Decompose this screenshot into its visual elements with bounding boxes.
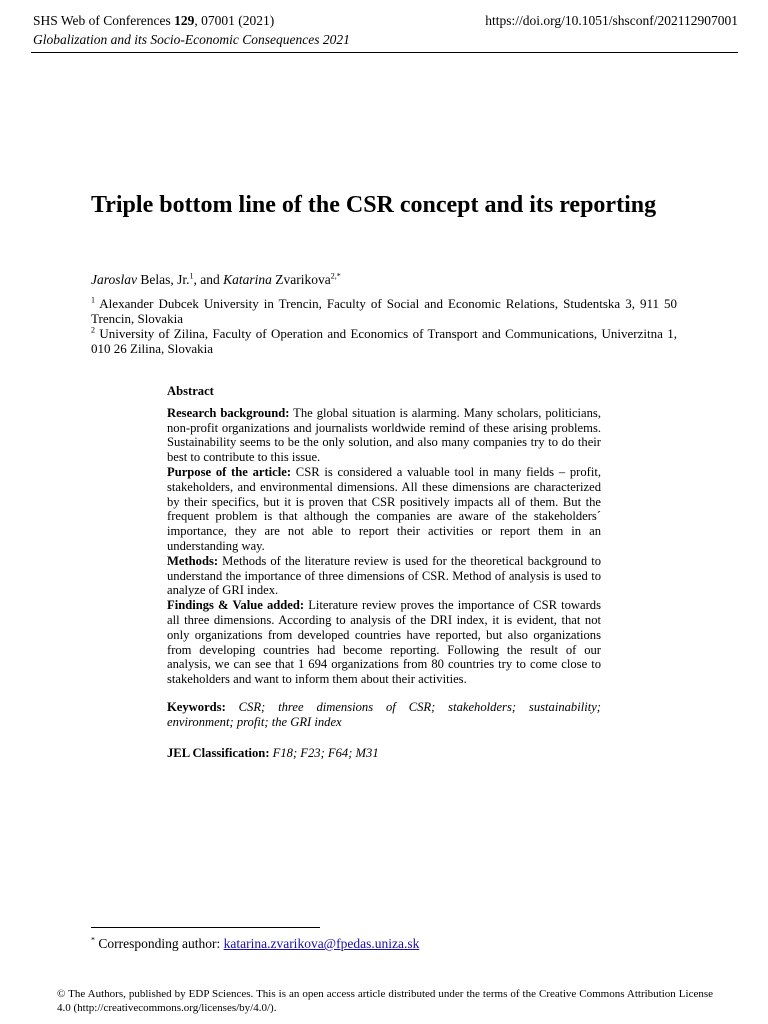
author-2-first-name: Katarina <box>223 272 272 287</box>
author-1-affil-mark: 1 <box>189 271 194 281</box>
abstract-section-label: Methods: <box>167 553 219 568</box>
jel-label: JEL Classification: <box>167 745 270 760</box>
footnote-mark: * <box>91 935 95 945</box>
license-notice: © The Authors, published by EDP Sciences. This is an open access article distributed under the terms of the Creative Commons Attribution License 4.0 (http://creativecommons.org/licenses/by/4.0/). <box>57 988 713 1014</box>
footnote-label: Corresponding author: <box>95 936 224 951</box>
abstract-section-label: Purpose of the article: <box>167 464 292 479</box>
author-email-link[interactable]: katarina.zvarikova@fpedas.uniza.sk <box>223 936 420 951</box>
affiliations <box>91 296 677 356</box>
abstract-section-text: Methods of the literature review is used for the theoretical background to understand the importance of three dimensions of CSR. Method of analysis is used to analyze of GRI index. <box>167 553 601 598</box>
author-separator: , and <box>193 272 224 287</box>
journal-name: SHS Web of Conferences <box>33 13 171 28</box>
conference-name: Globalization and its Socio-Economic Consequences 2021 <box>33 32 350 47</box>
affiliation <box>91 296 677 326</box>
keywords-label: Keywords: <box>167 699 226 714</box>
abstract-section <box>167 406 601 465</box>
abstract-heading: Abstract <box>167 384 214 398</box>
author-2-last-name: Zvarikova <box>271 272 331 287</box>
footnote-divider <box>91 927 320 928</box>
keywords-text: CSR; three dimensions of CSR; stakeholders; sustainability; environment; profit; the GRI index <box>167 699 601 729</box>
jel-classification <box>167 746 601 761</box>
affiliation-text: Alexander Dubcek University in Trencin, Faculty of Social and Economic Relations, Studentska 3, 911 50 Trencin, Slovakia <box>91 296 677 326</box>
keywords <box>167 700 601 730</box>
abstract-section-text: The global situation is alarming. Many scholars, politicians, non-profit organizations and journalists worldwide remind of these arising problems. Sustainability seems to be the only solution, and also many companies try to do their best to contribute to this issue. <box>167 405 601 465</box>
author-list <box>91 271 341 289</box>
doi-link[interactable]: https://doi.org/10.1051/shsconf/202112907001 <box>485 13 738 28</box>
affiliation-text: University of Zilina, Faculty of Operation and Economics of Transport and Communications, Univerzitna 1, 010 26 Zilina, Slovakia <box>91 326 677 356</box>
author-1-last-name: Belas, Jr. <box>137 272 190 287</box>
jel-codes: F18; F23; F64; M31 <box>269 745 379 760</box>
journal-header <box>33 12 274 30</box>
abstract-block <box>167 384 601 760</box>
paper-title: Triple bottom line of the CSR concept and its reporting <box>91 192 657 218</box>
journal-volume: 129 <box>174 13 195 28</box>
author-1-first-name: Jaroslav <box>91 272 137 287</box>
abstract-section-label: Research background: <box>167 405 290 420</box>
abstract-section-text: CSR is considered a valuable tool in many fields – profit, stakeholders, and environmental dimensions. All these dimensions are characterized by their specifics, but it is proven that CSR positively impacts all of them. But the frequent problem is that although the companies are aware of the stakeholders´ importance, they are not able to report their activities or report them in an understanding way. <box>167 464 601 553</box>
article-number: , 07001 (2021) <box>194 13 275 28</box>
abstract-section <box>167 465 601 554</box>
author-2-affil-mark: 2,* <box>330 271 341 281</box>
affiliation-number: 1 <box>91 295 95 305</box>
abstract-section-text: Literature review proves the importance of CSR towards all three dimensions. According to analysis of the DRI index, it is evident, that not only organizations from developed countries have reported, but also organizations from developing countries had become reporting. Following the result of our analysis, we can see that 1 694 organizations from 80 countries try to come close to stakeholders and want to inform them about their activities. <box>167 598 601 687</box>
affiliation-number: 2 <box>91 325 95 335</box>
header-divider <box>31 52 738 53</box>
abstract-section <box>167 554 601 598</box>
abstract-section <box>167 598 601 687</box>
affiliation <box>91 326 677 356</box>
abstract-section-label: Findings & Value added: <box>167 598 305 613</box>
corresponding-author-footnote <box>91 935 419 953</box>
